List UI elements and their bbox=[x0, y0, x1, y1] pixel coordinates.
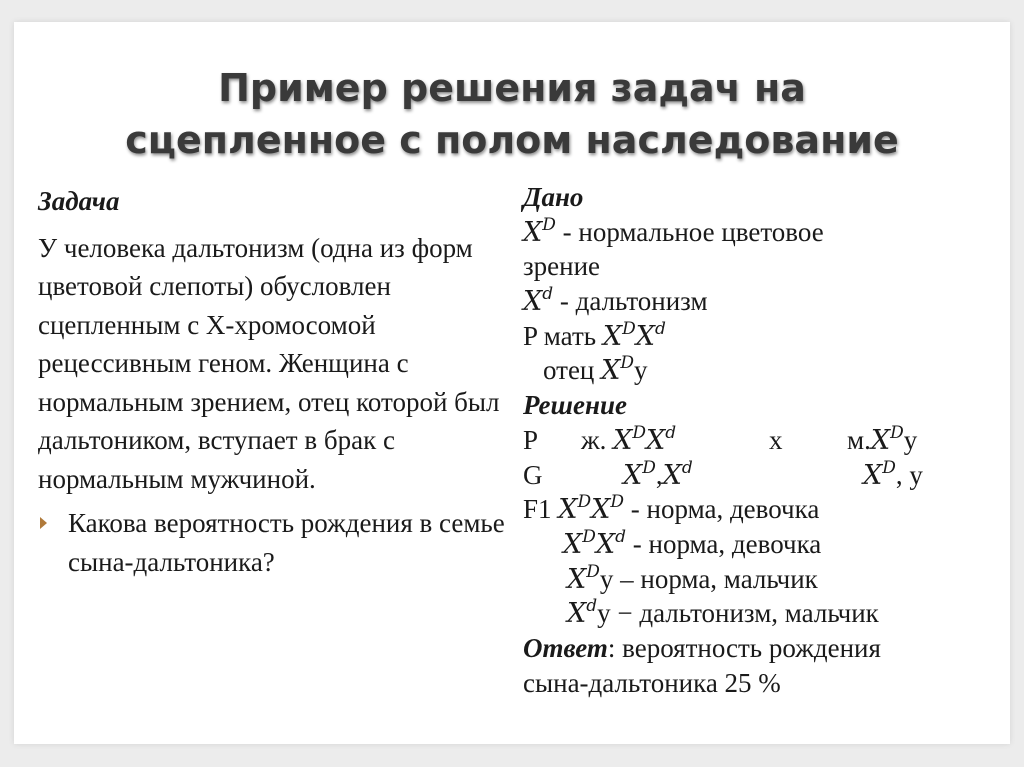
given-heading: Дано bbox=[523, 182, 584, 212]
title-line-2: сцепленное с полом наследование bbox=[125, 118, 899, 162]
answer-line-2: сына-дальтоника 25 % bbox=[523, 667, 781, 698]
task-heading: Задача bbox=[38, 186, 120, 216]
task-body: У человека дальтонизм (одна из форм цветовой слепоты) обусловлен сцепленным с Х-хромосомой рецессивным геном. Женщина с нормальным зрением, отец которой был дальтоником, вступает в брак с нормальным мужчиной. bbox=[38, 232, 500, 494]
title-line-1: Пример решения задач на bbox=[218, 66, 806, 110]
solution-parents-row: P ж. $X^DX^d$ х $м.X^Dу$ bbox=[523, 422, 918, 456]
solution-gametes-row: G $X^D,X^d$ $X^D$, у bbox=[523, 457, 923, 491]
solution-f1-row-4: $X^dу$ − дальтонизм, мальчик bbox=[567, 596, 879, 630]
solution-f1-row-2: $X^DX^d$ - норма, девочка bbox=[563, 526, 822, 560]
task-question bbox=[38, 504, 508, 581]
slide-title bbox=[14, 62, 1010, 166]
task-column bbox=[38, 182, 508, 581]
arrow-bullet-icon bbox=[40, 517, 47, 529]
solution-f1-row-1: F1 $X^DX^D$ - норма, девочка bbox=[523, 492, 820, 526]
answer-label: Ответ bbox=[523, 632, 608, 663]
given-father-genotype: отец $X^Dу$ bbox=[543, 353, 648, 387]
given-dominant-allele: $X^D$ - нормальное цветовое bbox=[523, 214, 824, 248]
slide bbox=[14, 22, 1010, 744]
given-mother-genotype: P мать $X^DX^d$ bbox=[523, 318, 666, 352]
answer-line-1: Ответ: вероятность рождения bbox=[523, 632, 881, 663]
solution-f1-row-3: $X^Dу$ – норма, мальчик bbox=[567, 561, 818, 595]
solution-column bbox=[523, 180, 1013, 700]
given-recessive-allele: $X^d$ - дальтонизм bbox=[523, 284, 708, 318]
solution-heading: Решение bbox=[523, 390, 627, 421]
given-dominant-allele-cont: зрение bbox=[523, 251, 601, 282]
question-text: Какова вероятность рождения в семье сына-дальтоника? bbox=[68, 508, 505, 577]
